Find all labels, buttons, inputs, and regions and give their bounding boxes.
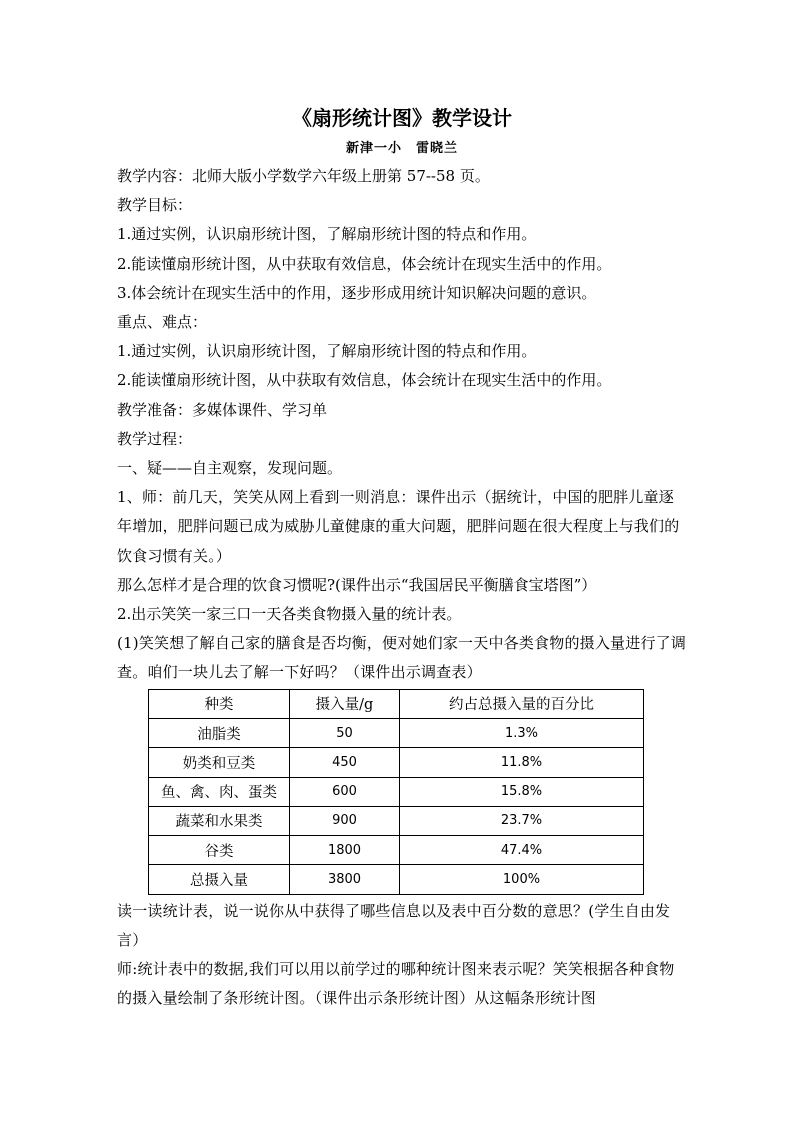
table-cell-intake: 450 <box>290 748 400 777</box>
table-row <box>149 748 644 777</box>
paragraph-diet-question: 那么怎样才是合理的饮食习惯呢?(课件出示“我国居民平衡膳食宝塔图”） <box>117 575 597 594</box>
paragraph-teaching-content: 教学内容：北师大版小学数学六年级上册第 57--58 页。 <box>117 167 490 185</box>
table-row <box>149 718 644 747</box>
table-cell-intake: 3800 <box>290 865 400 894</box>
table-cell-category: 谷类 <box>149 836 290 865</box>
table-cell-percent: 23.7% <box>400 806 644 835</box>
paragraph-section-1-heading: 一、疑——自主观察，发现问题。 <box>117 459 343 478</box>
food-intake-table <box>148 689 644 895</box>
paragraph-survey: (1)笑笑想了解自己家的膳食是否均衡，便对她们家一天中各类食物的摄入量进行了调查。咱们一块儿去了解一下好吗？（课件出示调查表） <box>117 634 687 682</box>
paragraph-bar-chart: 师:统计表中的数据,我们可以用以前学过的哪种统计图来表示呢？笑笑根据各种食物的摄入量绘制了条形统计图。（课件出示条形统计图）从这幅条形统计图 <box>117 960 675 1008</box>
document-title: 《扇形统计图》教学设计 <box>292 106 512 130</box>
table-cell-percent: 100% <box>400 865 644 894</box>
table-header-cell: 约占总摄入量的百分比 <box>400 689 644 718</box>
table-cell-category: 鱼、禽、肉、蛋类 <box>149 777 290 806</box>
table-row <box>149 806 644 835</box>
table-header-cell: 摄入量/g <box>290 689 400 718</box>
table-cell-category: 蔬菜和水果类 <box>149 806 290 835</box>
table-cell-category: 奶类和豆类 <box>149 748 290 777</box>
document-page <box>117 100 687 1014</box>
paragraph-key-points-heading: 重点、难点： <box>117 313 208 332</box>
paragraph-goal-1: 1.通过实例，认识扇形统计图，了解扇形统计图的特点和作用。 <box>117 225 537 244</box>
table-row-total <box>149 865 644 894</box>
table-header-row <box>149 689 644 718</box>
paragraph-read-table: 读一读统计表，说一说你从中获得了哪些信息以及表中百分数的意思？(学生自由发言） <box>117 901 671 949</box>
table-cell-percent: 47.4% <box>400 836 644 865</box>
table-cell-category: 油脂类 <box>149 718 290 747</box>
table-cell-intake: 900 <box>290 806 400 835</box>
table-header-cell: 种类 <box>149 689 290 718</box>
table-cell-intake: 1800 <box>290 836 400 865</box>
table-cell-percent: 1.3% <box>400 718 644 747</box>
paragraph-show-table: 2.出示笑笑一家三口一天各类食物摄入量的统计表。 <box>117 605 462 624</box>
table-cell-percent: 11.8% <box>400 748 644 777</box>
table-cell-category: 总摄入量 <box>149 865 290 894</box>
paragraph-news: 1、师：前几天，笑笑从网上看到一则消息：课件出示（据统计，中国的肥胖儿童逐年增加，肥胖问题已成为威胁儿童健康的重大问题，肥胖问题在很大程度上与我们的饮食习惯有关。） <box>117 488 680 565</box>
paragraph-key-point-1: 1.通过实例，认识扇形统计图，了解扇形统计图的特点和作用。 <box>117 342 537 361</box>
table-cell-percent: 15.8% <box>400 777 644 806</box>
paragraph-goals-heading: 教学目标： <box>117 196 193 215</box>
table-cell-intake: 50 <box>290 718 400 747</box>
table-row <box>149 836 644 865</box>
table-cell-intake: 600 <box>290 777 400 806</box>
table-row <box>149 777 644 806</box>
paragraph-goal-2: 2.能读懂扇形统计图，从中获取有效信息，体会统计在现实生活中的作用。 <box>117 254 612 273</box>
paragraph-preparation: 教学准备：多媒体课件、学习单 <box>117 400 328 419</box>
paragraph-key-point-2: 2.能读懂扇形统计图，从中获取有效信息，体会统计在现实生活中的作用。 <box>117 371 612 390</box>
paragraph-process-heading: 教学过程： <box>117 429 193 448</box>
document-author: 新津一小 雷晓兰 <box>345 141 458 156</box>
paragraph-goal-3: 3.体会统计在现实生活中的作用，逐步形成用统计知识解决问题的意识。 <box>117 283 597 302</box>
